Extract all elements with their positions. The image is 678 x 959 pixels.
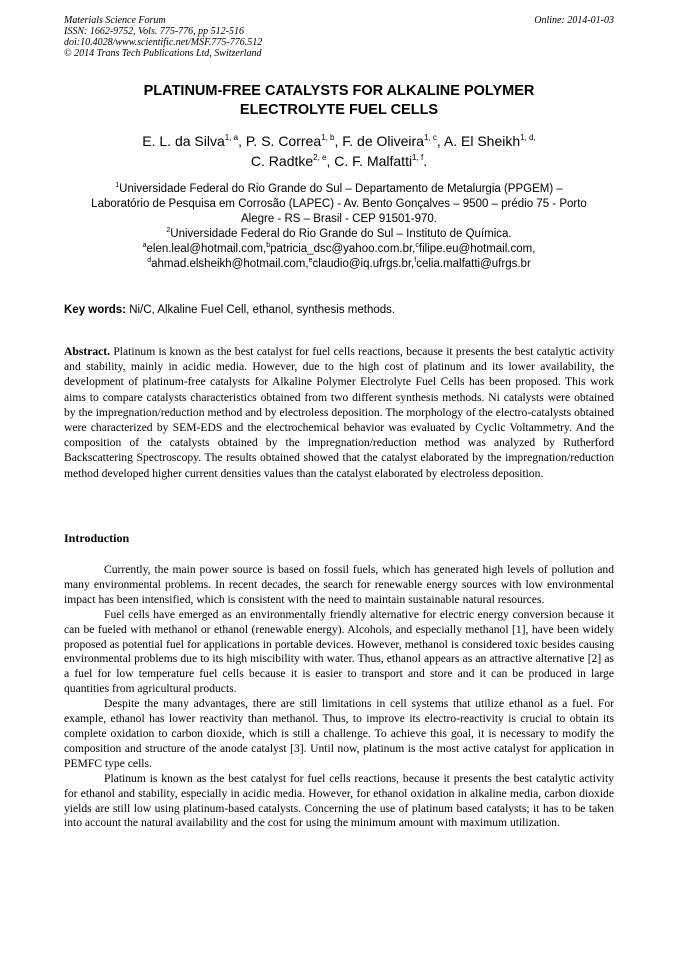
author-name: F. de Oliveira xyxy=(342,133,424,149)
author-name: E. L. da Silva xyxy=(142,133,225,149)
abstract-text: Platinum is known as the best catalyst for fuel cells reactions, because it presents the best catalytic activity and stability, mainly in acidic media. However, due to the high cost of platinum and its lower availability, the development of platinum-free catalysts for Alkaline Polymer Electrolyte Fuel Cells has been proposed. This work aims to compare catalysts characteristics obtained from two different synthesis methods. Ni catalysts were obtained by the impregnation/reduction method and by electroless deposition. The morphology of the electro-catalysts obtained were characterized by SEM-EDS and the electrochemical behavior was evaluated by Cyclic Voltammetry. And the composition of the catalysts obtained by the impregnation/reduction method was analyzed by Rutherford Backscattering Spectroscopy. The results obtained showed that the catalyst elaborated by the impregnation/reduction method developed higher current densities values than the catalyst elaborated by electroless deposition. xyxy=(64,345,614,480)
affiliation-1-line-3: Alegre - RS – Brasil - CEP 91501-970. xyxy=(240,213,438,225)
email-line-2 xyxy=(64,257,614,272)
email-sup: c xyxy=(415,242,419,249)
paragraph: Despite the many advantages, there are still limitations in cell systems that utilize ethanol as a fuel. For example, ethanol has lower reactivity than methanol. Thus, to improve its electro-reactivity is crucial to obtain its complete oxidation to carbon dioxide, which is still a challenge. To achieve this goal, it is necessary to modify the composition and structure of the anode catalyst [3]. Until now, platinum is the most active catalyst for application in PEMFC type cells. xyxy=(64,697,614,770)
paragraph: Fuel cells have emerged as an environmentally friendly alternative for electric energy conversion because it can be fueled with methanol or ethanol (renewable energy). Alcohols, and especially methanol [1], have been widely proposed as potential fuel for applications in portable devices. However, methanol is considered toxic besides causing environmental problems due to its high miscibility with water. Thus, ethanol appears as an attractive alternative [2] as a fuel for low temperature fuel cells because it is easier to transport and store and it can be produced in large quantities from agricultural products. xyxy=(64,607,614,696)
email-address[interactable]: filipe.eu@hotmail.com, xyxy=(418,243,536,255)
email-sup: a xyxy=(142,242,147,249)
journal-copyright: © 2014 Trans Tech Publications Ltd, Switzerland xyxy=(64,48,262,59)
paragraph: Currently, the main power source is based on fossil fuels, which has generated high levels of pollution and many environmental problems. In recent decades, the search for renewable energy sources with low environmental impact has been intensified, which is consistent with the need to maintain sustainable natural resources. xyxy=(64,563,614,606)
abstract xyxy=(64,344,614,481)
keywords-text: Ni/C, Alkaline Fuel Cell, ethanol, synthesis methods. xyxy=(126,304,396,316)
author-line-1 xyxy=(64,131,614,151)
email-sup: d xyxy=(147,257,152,264)
author-affil-sup: 1, f xyxy=(412,153,424,162)
author-separator: , xyxy=(326,153,335,169)
author-name: A. El Sheikh xyxy=(443,133,521,149)
author-affil-sup: 1, d, xyxy=(520,133,536,142)
affiliation-1-line-1 xyxy=(64,182,614,197)
affiliations xyxy=(64,182,614,272)
journal-doi: doi:10.4028/www.scientific.net/MSF.775-776.512 xyxy=(64,37,263,48)
title-line-1: PLATINUM-FREE CATALYSTS FOR ALKALINE POLYMER xyxy=(143,83,535,99)
affiliation-1-line-2: Laboratório de Pesquisa em Corrosão (LAPEC) - Av. Bento Gonçalves – 9500 – prédio 75 - Porto xyxy=(91,198,587,210)
author-affil-sup: 1, b xyxy=(321,133,335,142)
email-address[interactable]: celia.malfatti@ufrgs.br xyxy=(416,258,531,270)
author-name: C. F. Malfatti xyxy=(334,153,413,169)
journal-issn: ISSN: 1662-9752, Vols. 775-776, pp 512-516 xyxy=(64,26,244,37)
keywords xyxy=(64,303,614,318)
email-address[interactable]: claudio@iq.ufrgs.br, xyxy=(312,258,415,270)
author-affil-sup: 1, c xyxy=(423,133,437,142)
author-separator: , xyxy=(436,133,444,149)
email-sup: e xyxy=(308,257,313,264)
author-separator: , xyxy=(238,133,246,149)
author-list xyxy=(64,131,614,171)
affiliation-text: Universidade Federal do Rio Grande do Sul – Instituto de Química. xyxy=(170,228,512,240)
journal-name: Materials Science Forum xyxy=(64,15,166,26)
introduction-body xyxy=(64,563,614,831)
title-line-2: ELECTROLYTE FUEL CELLS xyxy=(239,102,439,118)
affiliation-text: Universidade Federal do Rio Grande do Sul – Departamento de Metalurgia (PPGEM) – xyxy=(119,183,563,195)
author-separator: , xyxy=(334,133,343,149)
author-affil-sup: 2, e xyxy=(313,153,327,162)
affiliation-2 xyxy=(64,227,614,242)
online-date: Online: 2014-01-03 xyxy=(534,15,614,26)
affiliation-sup: 1 xyxy=(115,182,120,189)
author-line-2 xyxy=(64,151,614,171)
email-address[interactable]: elen.leal@hotmail.com, xyxy=(146,243,267,255)
paragraph: Platinum is known as the best catalyst for fuel cells reactions, because it presents the best catalytic activity for ethanol and stability, especially in acidic media. However, for ethanol oxidation in alkaline media, carbon dioxide yields are still low using platinum-based catalysts. Concerning the use of platinum based catalysts; it has to be taken into account the natural availability and the cost for using the minimum amount with maximum utilization. xyxy=(64,771,614,830)
email-line-1 xyxy=(64,242,614,257)
journal-header xyxy=(64,15,262,59)
abstract-label: Abstract. xyxy=(64,345,111,358)
keywords-label: Key words: xyxy=(64,304,126,316)
email-address[interactable]: ahmad.elsheikh@hotmail.com, xyxy=(151,258,309,270)
author-name: P. S. Correa xyxy=(245,133,322,149)
author-affil-sup: 1, a xyxy=(224,133,239,142)
author-separator: . xyxy=(423,153,428,169)
paper-title xyxy=(64,82,614,120)
email-sup: b xyxy=(266,242,271,249)
section-heading-introduction: Introduction xyxy=(64,531,130,545)
affiliation-sup: 2 xyxy=(166,227,171,234)
email-address[interactable]: patricia_dsc@yahoo.com.br, xyxy=(270,243,416,255)
email-sup: f xyxy=(414,257,417,264)
author-name: C. Radtke xyxy=(250,153,314,169)
